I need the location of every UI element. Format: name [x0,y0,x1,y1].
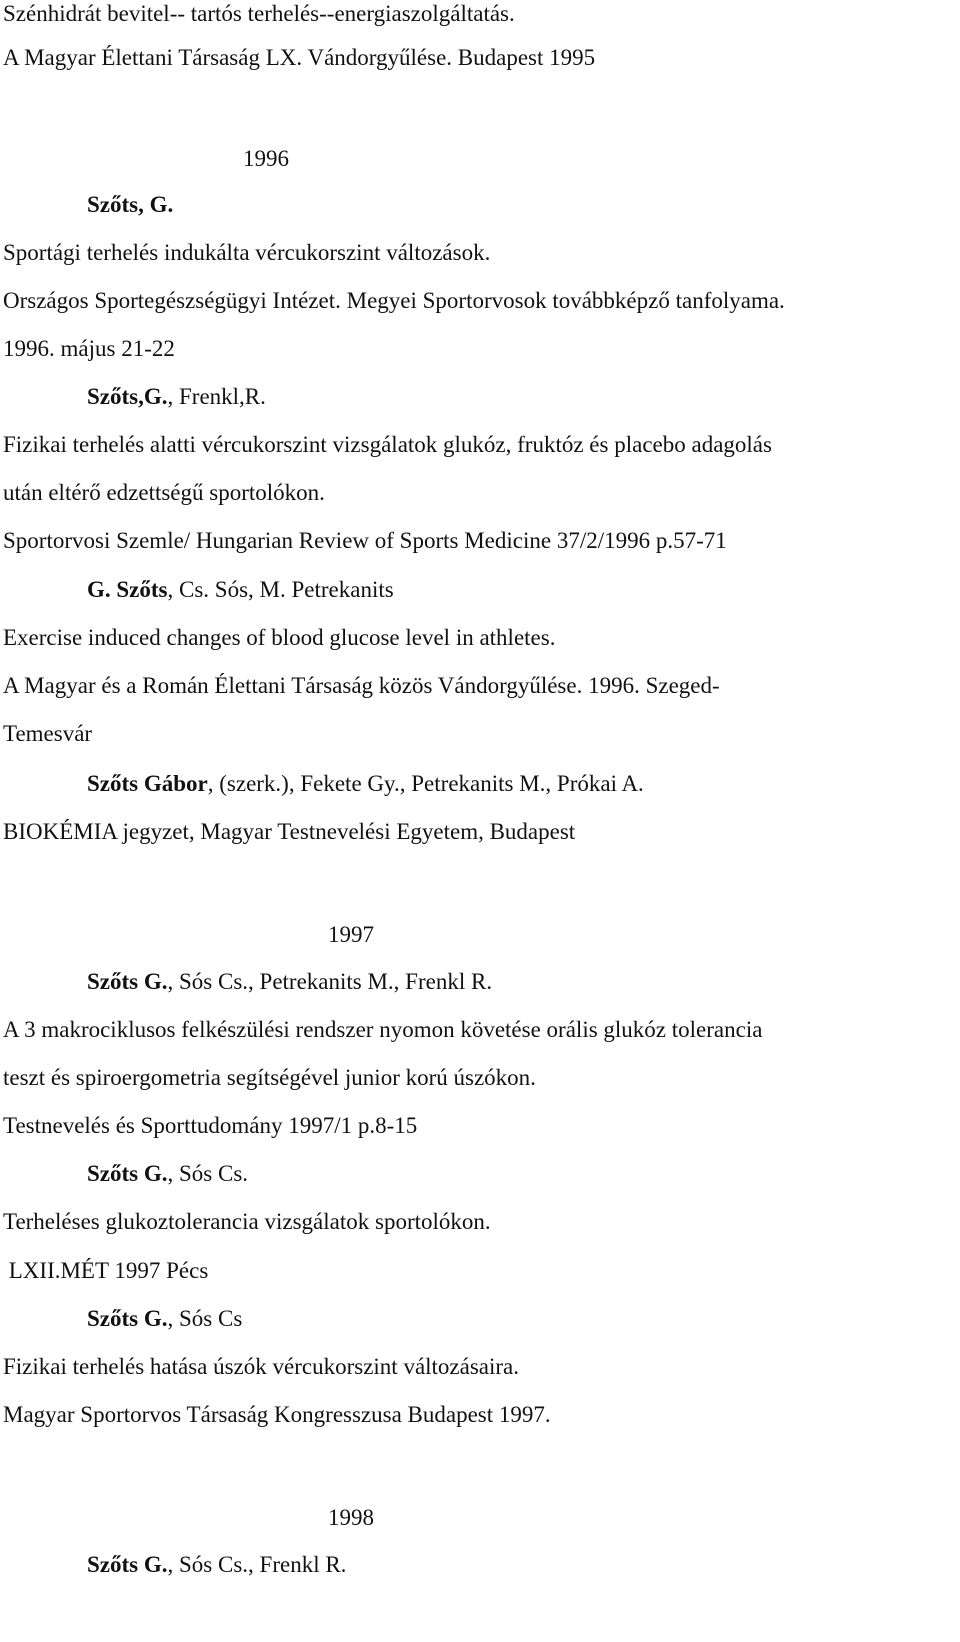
entry-author-line [87,968,492,996]
author-bold: G. Szőts [87,577,168,602]
entry-title: Fizikai terhelés alatti vércukorszint vizsgálatok glukóz, fruktóz és placebo adagolás [3,432,772,457]
entry-title: A 3 makrociklusos felkészülési rendszer nyomon követése orális glukóz tolerancia [3,1017,763,1042]
entry-title: Terheléses glukoztolerancia vizsgálatok sportolókon. [3,1209,491,1234]
pre-line-1: Szénhidrát bevitel-- tartós terhelés--energiaszolgáltatás. [3,1,515,26]
entry-title: Sportági terhelés indukálta vércukorszint változások. [3,240,491,265]
entry-title: Exercise induced changes of blood glucose level in athletes. [3,625,556,650]
author-bold: Szőts G. [87,969,168,994]
entry-venue-cont: Temesvár [3,721,93,746]
author-bold: Szőts, G. [87,192,174,217]
author-rest: , (szerk.), Fekete Gy., Petrekanits M., Prókai A. [207,771,644,796]
entry-venue-date: 1996. május 21-22 [3,336,175,361]
entry-title-cont: teszt és spiroergometria segítségével junior korú úszókon. [3,1065,536,1090]
entry-venue: A Magyar és a Román Élettani Társaság közös Vándorgyűlése. 1996. Szeged- [3,673,720,698]
author-rest: , Sós Cs., Petrekanits M., Frenkl R. [167,969,493,994]
pre-line-2: A Magyar Élettani Társaság LX. Vándorgyűlése. Budapest 1995 [3,45,596,70]
entry-title: Fizikai terhelés hatása úszók vércukorszint változásaira. [3,1354,520,1379]
author-bold: Szőts Gábor [87,771,208,796]
entry-title-cont: után eltérő edzettségű sportolókon. [3,480,325,505]
entry-venue: Magyar Sportorvos Társaság Kongresszusa Budapest 1997. [3,1402,551,1427]
entry-author-line [87,770,644,798]
author-bold: Szőts,G. [87,384,168,409]
entry-author-line [87,191,173,219]
entry-venue: Sportorvosi Szemle/ Hungarian Review of Sports Medicine 37/2/1996 p.57-71 [3,528,727,553]
year-heading-1997: 1997 [328,922,374,947]
author-bold: Szőts G. [87,1552,168,1577]
author-rest: , Sós Cs., Frenkl R. [167,1552,347,1577]
entry-author-line [87,576,394,604]
entry-author-line [87,383,266,411]
author-rest: , Cs. Sós, M. Petrekanits [167,577,394,602]
entry-author-line [87,1160,248,1188]
entry-author-line [87,1305,242,1333]
author-rest: , Sós Cs [167,1306,243,1331]
author-rest: , Sós Cs. [167,1161,249,1186]
entry-venue: Országos Sportegészségügyi Intézet. Megyei Sportorvosok továbbképző tanfolyama. [3,288,785,313]
author-bold: Szőts G. [87,1161,168,1186]
entry-venue: Testnevelés és Sporttudomány 1997/1 p.8-15 [3,1113,418,1138]
entry-author-line [87,1551,346,1579]
entry-title: BIOKÉMIA jegyzet, Magyar Testnevelési Egyetem, Budapest [3,819,576,844]
entry-venue: LXII.MÉT 1997 Pécs [3,1258,209,1283]
year-heading-1998: 1998 [328,1505,374,1530]
year-heading-1996: 1996 [243,146,289,171]
author-rest: , Frenkl,R. [167,384,266,409]
author-bold: Szőts G. [87,1306,168,1331]
